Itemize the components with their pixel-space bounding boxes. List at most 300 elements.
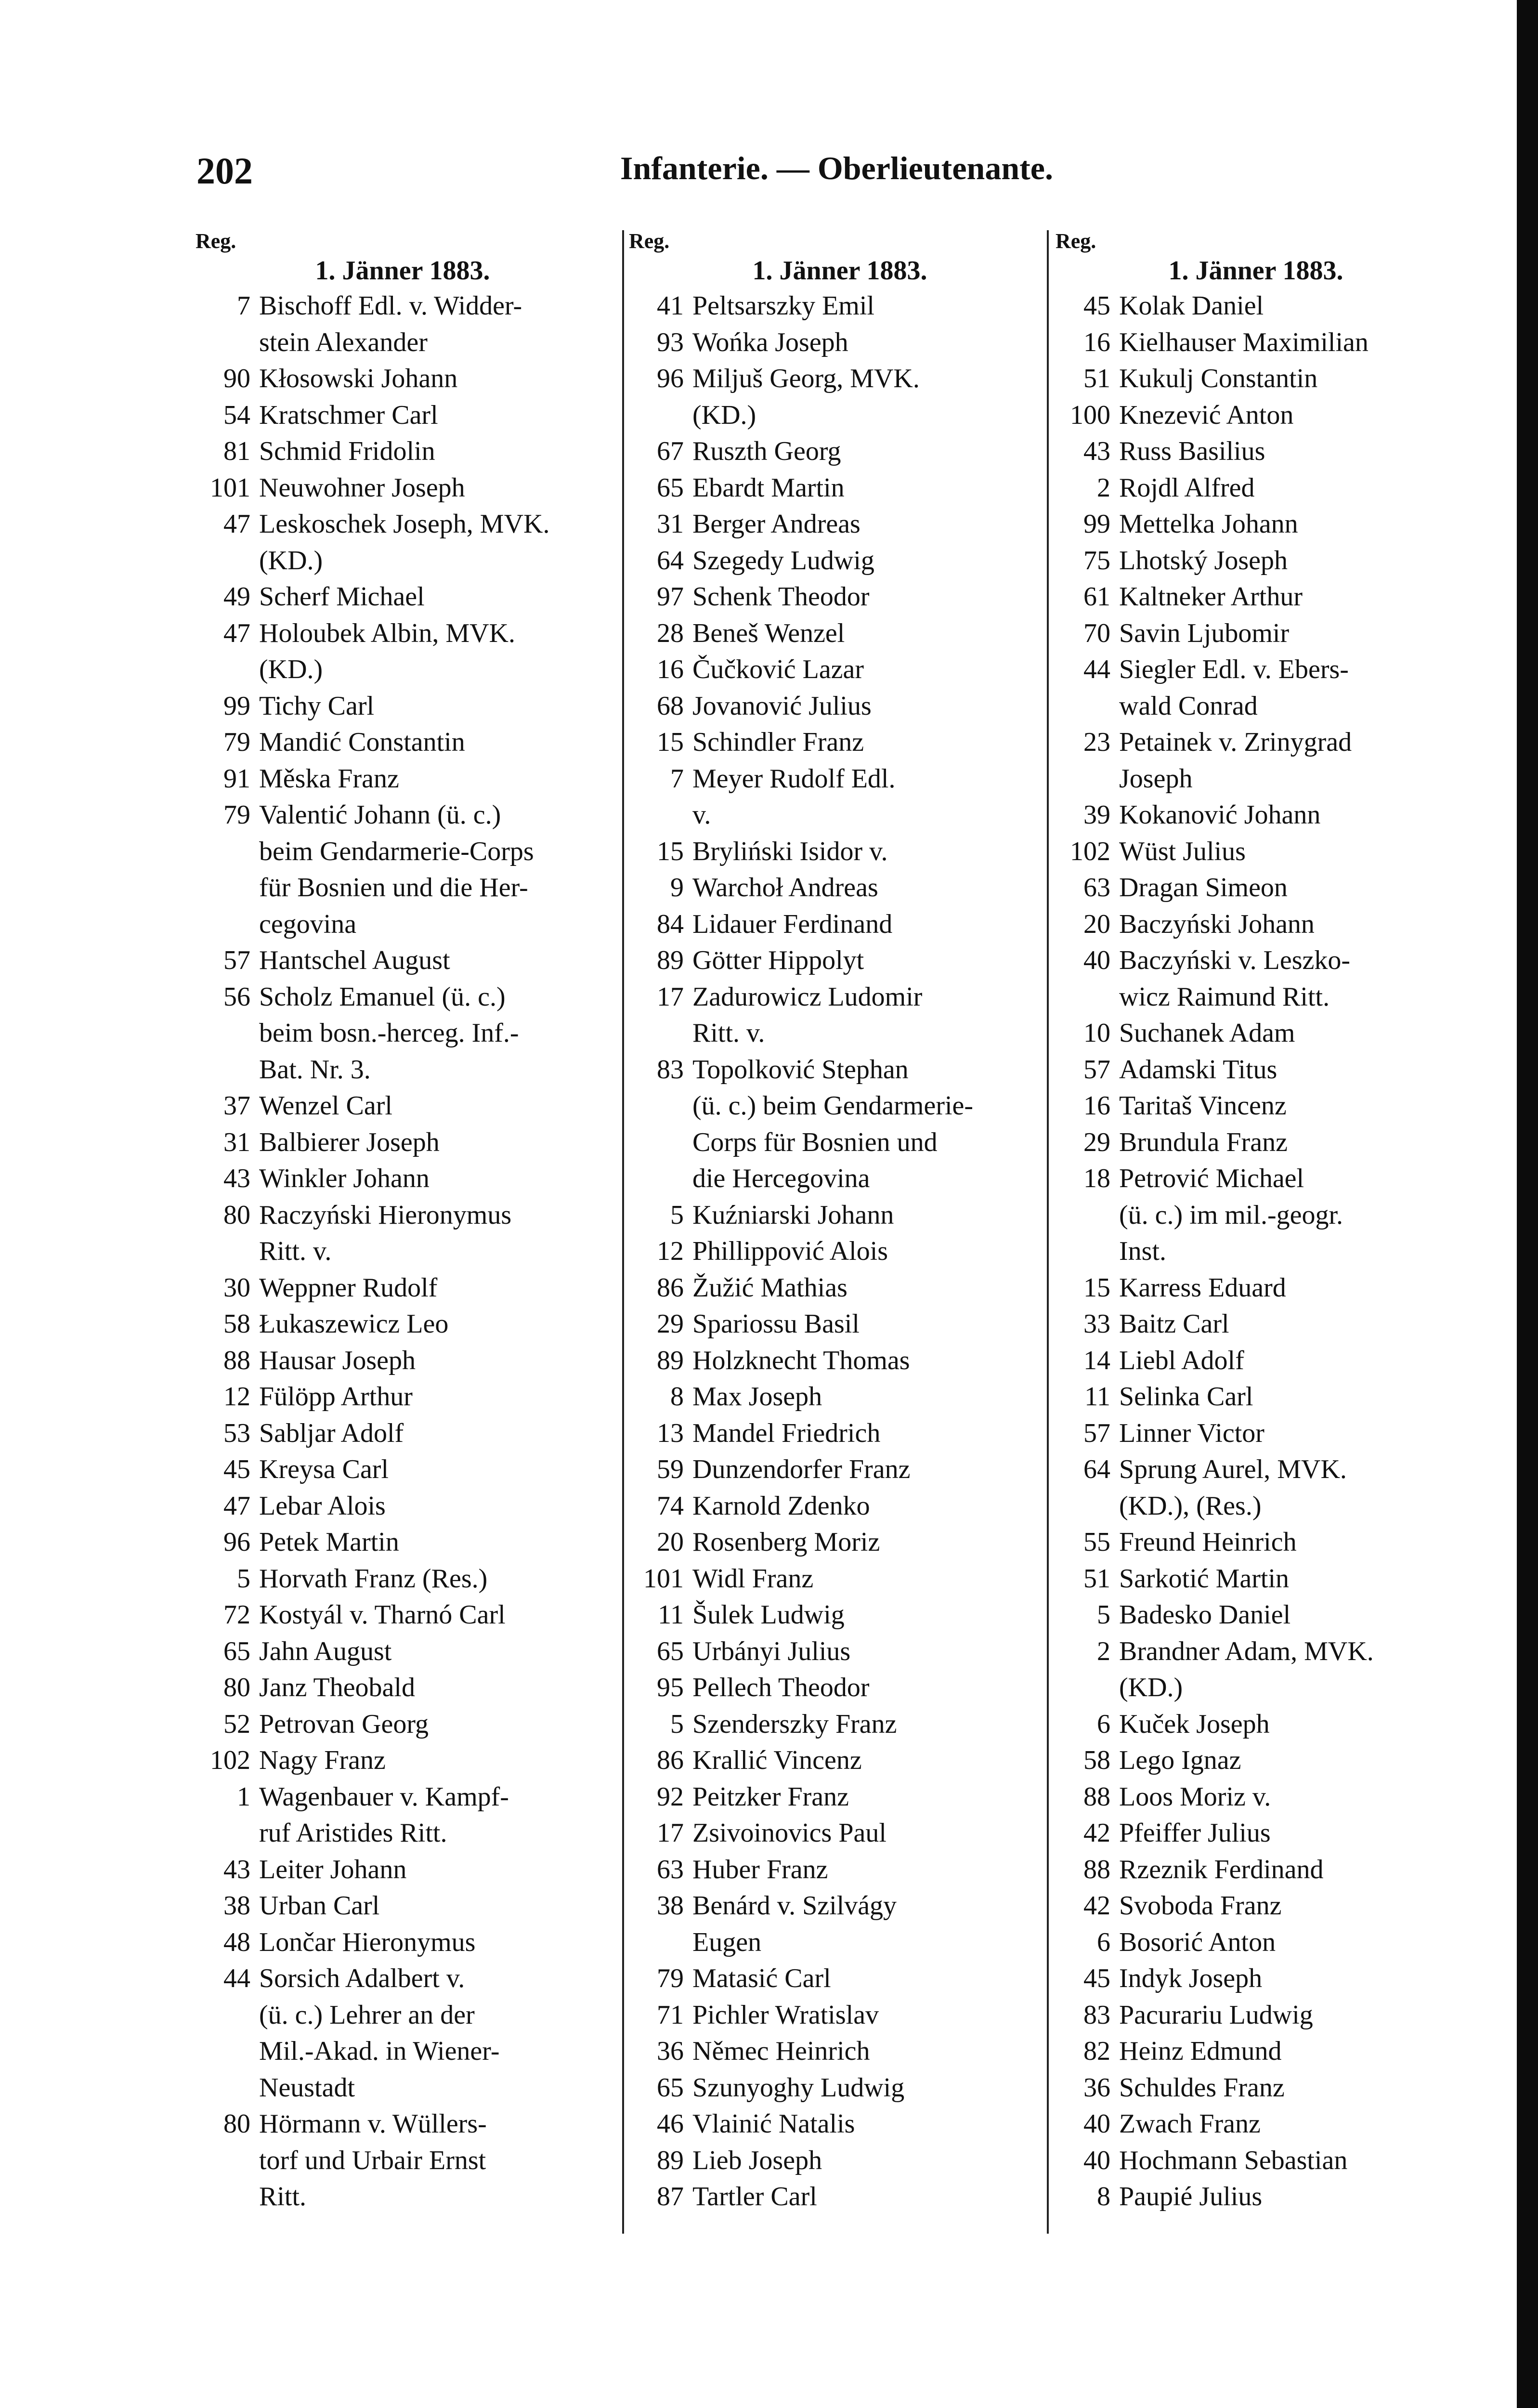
officer-name: Bryliński Isidor v.	[692, 836, 888, 866]
officer-name: Hantschel August	[259, 945, 450, 975]
officer-name: Kuźniarski Johann	[692, 1200, 894, 1230]
list-item	[1049, 288, 1463, 325]
officer-name: Valentić Johann (ü. c.) beim Gendarmerie-Corps für Bosnien und die Her- cegovina	[259, 800, 534, 939]
regiment-number: 38	[223, 1891, 250, 1921]
officer-name: Baczyński v. Leszko- wicz Raimund Ritt.	[1119, 945, 1350, 1012]
regiment-number: 80	[223, 1200, 250, 1230]
officer-name: Hörmann v. Wüllers- torf und Urbair Ernst Ritt.	[259, 2109, 487, 2212]
list-item	[622, 1415, 1057, 1452]
regiment-number: 95	[657, 1673, 684, 1702]
regiment-number: 75	[1083, 545, 1110, 576]
officer-name: Hochmann Sebastian	[1119, 2145, 1348, 2175]
officer-name: Miljuš Georg, MVK. (KD.)	[692, 364, 920, 430]
regiment-number: 101	[643, 1563, 684, 1594]
officer-name: Svoboda Franz	[1119, 1891, 1282, 1921]
officer-name: Russ Basilius	[1119, 436, 1265, 466]
officer-name: Spariossu Basil	[692, 1309, 860, 1339]
officer-name: Schenk Theodor	[692, 582, 870, 612]
list-item	[189, 1779, 616, 1852]
regiment-number: 47	[223, 1491, 250, 1521]
regiment-number: 100	[1070, 400, 1110, 430]
list-item	[622, 579, 1057, 615]
list-item	[189, 2106, 616, 2215]
regiment-number: 48	[223, 1927, 250, 1957]
list-item	[622, 1343, 1057, 1379]
regiment-number: 63	[657, 1854, 684, 1885]
entry-list	[622, 288, 1057, 2215]
officer-name: Sorsich Adalbert v. (ü. c.) Lehrer an der Mil.-Akad. in Wiener- Neustadt	[259, 1963, 500, 2103]
regiment-number: 11	[1084, 1382, 1110, 1412]
list-item	[1049, 361, 1463, 397]
list-item	[622, 1524, 1057, 1561]
regiment-number: 6	[1097, 1927, 1110, 1957]
list-item	[622, 543, 1057, 579]
officer-name: Nagy Franz	[259, 1745, 386, 1775]
officer-name: Topolković Stephan (ü. c.) beim Gendarmerie- Corps für Bosnien und die Hercegovina	[692, 1054, 974, 1193]
regiment-number: 54	[223, 400, 250, 430]
officer-name: Lieb Joseph	[692, 2145, 822, 2175]
regiment-number: 72	[223, 1600, 250, 1630]
regiment-number: 64	[1083, 1454, 1110, 1484]
officer-name: Janz Theobald	[259, 1673, 415, 1702]
officer-name: Karnold Zdenko	[692, 1491, 870, 1521]
regiment-number: 43	[1083, 436, 1110, 466]
list-item	[189, 397, 616, 434]
list-item	[1049, 1161, 1463, 1270]
officer-name: Brandner Adam, MVK. (KD.)	[1119, 1636, 1374, 1702]
officer-name: Max Joseph	[692, 1382, 822, 1412]
officer-name: Berger Andreas	[692, 509, 860, 539]
regiment-number: 7	[237, 291, 250, 321]
list-item	[1049, 1742, 1463, 1779]
regiment-number: 83	[1083, 2000, 1110, 2030]
regiment-number: 41	[657, 291, 684, 321]
officer-name: Wüst Julius	[1119, 836, 1246, 866]
list-item	[622, 942, 1057, 979]
regiment-number: 18	[1083, 1164, 1110, 1193]
officer-name: Wagenbauer v. Kampf- ruf Aristides Ritt.	[259, 1781, 509, 1848]
list-item	[1049, 1415, 1463, 1452]
list-item	[189, 724, 616, 761]
list-item	[622, 1597, 1057, 1634]
officer-name: Kaltneker Arthur	[1119, 582, 1303, 612]
regiment-number: 37	[223, 1091, 250, 1121]
entry-list	[189, 288, 616, 2215]
regiment-number: 12	[223, 1382, 250, 1412]
list-item	[1049, 1270, 1463, 1307]
regiment-number: 65	[657, 2072, 684, 2103]
regiment-number: 44	[1083, 654, 1110, 684]
officer-name: Urban Carl	[259, 1891, 380, 1921]
regiment-number: 88	[223, 1345, 250, 1375]
regiment-number: 82	[1083, 2036, 1110, 2066]
list-item	[1049, 2143, 1463, 2179]
regiment-number: 2	[1097, 1636, 1110, 1666]
regiment-number: 74	[657, 1491, 684, 1521]
regiment-number: 65	[657, 1636, 684, 1666]
regiment-number: 88	[1083, 1854, 1110, 1885]
regiment-number: 12	[657, 1236, 684, 1266]
list-item	[189, 433, 616, 470]
officer-name: Baczyński Johann	[1119, 909, 1315, 939]
regiment-number: 36	[657, 2036, 684, 2066]
regiment-number: 93	[657, 327, 684, 357]
list-item	[1049, 1597, 1463, 1634]
list-item	[1049, 1779, 1463, 1816]
regiment-number: 5	[670, 1200, 684, 1230]
list-item	[189, 1706, 616, 1743]
regiment-number: 39	[1083, 800, 1110, 830]
regiment-number: 96	[657, 364, 684, 393]
list-item	[189, 1524, 616, 1561]
list-item	[1049, 1524, 1463, 1561]
officer-name: Petek Martin	[259, 1527, 399, 1557]
entry-list	[1049, 288, 1463, 2215]
officer-name: Sabljar Adolf	[259, 1418, 404, 1448]
officer-name: Wońka Joseph	[692, 327, 848, 357]
officer-name: Sprung Aurel, MVK. (KD.), (Res.)	[1119, 1454, 1347, 1521]
officer-name: Phillippović Alois	[692, 1236, 888, 1266]
list-item	[1049, 470, 1463, 507]
list-item	[1049, 2179, 1463, 2215]
list-item	[622, 652, 1057, 688]
list-item	[622, 761, 1057, 834]
list-item	[1049, 1888, 1463, 1924]
list-item	[189, 579, 616, 615]
regiment-number: 45	[1083, 1963, 1110, 1993]
regiment-number: 49	[223, 582, 250, 612]
officer-name: Paupié Julius	[1119, 2182, 1263, 2212]
regiment-number: 67	[657, 436, 684, 466]
officer-name: Hausar Joseph	[259, 1345, 416, 1375]
list-item	[622, 906, 1057, 943]
officer-name: Liebl Adolf	[1119, 1345, 1244, 1375]
officer-name: Urbányi Julius	[692, 1636, 851, 1666]
officer-name: Scholz Emanuel (ü. c.) beim bosn.-herceg. Inf.- Bat. Nr. 3.	[259, 982, 519, 1085]
officer-name: Leiter Johann	[259, 1854, 407, 1885]
regiment-number: 59	[657, 1454, 684, 1484]
list-item	[1049, 1997, 1463, 2034]
regiment-number: 30	[223, 1272, 250, 1303]
officer-name: Mandić Constantin	[259, 727, 465, 757]
regiment-number: 65	[223, 1636, 250, 1666]
regiment-number: 101	[210, 472, 250, 503]
officer-name: Bischoff Edl. v. Widder- stein Alexander	[259, 291, 522, 357]
list-item	[189, 288, 616, 361]
regiment-number: 16	[1083, 327, 1110, 357]
reg-label: Reg.	[1056, 229, 1096, 253]
regiment-number: 40	[1083, 945, 1110, 975]
officer-name: Adamski Titus	[1119, 1054, 1277, 1085]
list-item	[1049, 942, 1463, 1015]
list-item	[1049, 906, 1463, 943]
list-item	[622, 1779, 1057, 1816]
list-item	[622, 325, 1057, 361]
officer-name: Knezević Anton	[1119, 400, 1294, 430]
list-item	[189, 1961, 616, 2106]
regiment-number: 102	[210, 1745, 250, 1775]
list-item	[189, 1888, 616, 1924]
officer-name: Widl Franz	[692, 1563, 814, 1594]
list-item	[189, 1452, 616, 1488]
officer-name: Jahn August	[259, 1636, 392, 1666]
list-item	[189, 1197, 616, 1270]
officer-name: Sarkotić Martin	[1119, 1563, 1290, 1594]
regiment-number: 79	[223, 727, 250, 757]
regiment-number: 58	[223, 1309, 250, 1339]
officer-name: Warchoł Andreas	[692, 873, 878, 903]
list-item	[1049, 1815, 1463, 1852]
officer-name: Heinz Edmund	[1119, 2036, 1282, 2066]
list-item	[189, 470, 616, 507]
list-item	[189, 1306, 616, 1343]
list-item	[189, 506, 616, 579]
list-item	[622, 1561, 1057, 1597]
running-title: Infanterie. — Oberlieutenante.	[620, 150, 1053, 186]
list-item	[622, 1742, 1057, 1779]
officer-name: Kolak Daniel	[1119, 291, 1264, 321]
list-item	[622, 1197, 1057, 1234]
regiment-number: 81	[223, 436, 250, 466]
officer-name: Rosenberg Moriz	[692, 1527, 880, 1557]
regiment-number: 61	[1083, 582, 1110, 612]
regiment-number: 42	[1083, 1891, 1110, 1921]
regiment-number: 42	[1083, 1818, 1110, 1848]
list-item	[1049, 1015, 1463, 1052]
regiment-number: 31	[657, 509, 684, 539]
regiment-number: 6	[1097, 1709, 1110, 1739]
list-item	[1049, 1088, 1463, 1125]
officer-name: Holoubek Albin, MVK. (KD.)	[259, 618, 515, 684]
list-item	[1049, 1634, 1463, 1706]
regiment-number: 14	[1083, 1345, 1110, 1375]
officer-name: Scherf Michael	[259, 582, 425, 612]
list-item	[1049, 1706, 1463, 1743]
officer-name: Winkler Johann	[259, 1164, 430, 1193]
officer-name: Pfeiffer Julius	[1119, 1818, 1271, 1848]
list-item	[622, 724, 1057, 761]
officer-name: Szegedy Ludwig	[692, 545, 874, 576]
regiment-number: 9	[670, 873, 684, 903]
regiment-number: 70	[1083, 618, 1110, 648]
regiment-number: 83	[657, 1054, 684, 1085]
list-item	[189, 1561, 616, 1597]
regiment-number: 44	[223, 1963, 250, 1993]
regiment-number: 38	[657, 1891, 684, 1921]
list-item	[1049, 1852, 1463, 1888]
page-number: 202	[196, 150, 253, 192]
regiment-number: 45	[223, 1454, 250, 1484]
list-item	[1049, 834, 1463, 870]
regiment-number: 51	[1083, 364, 1110, 393]
officer-name: Petrović Michael (ü. c.) im mil.-geogr. Inst.	[1119, 1164, 1343, 1266]
column-3	[1049, 227, 1463, 2375]
officer-name: Savin Ljubomir	[1119, 618, 1290, 648]
list-item	[189, 1488, 616, 1525]
list-item	[189, 1852, 616, 1888]
regiment-number: 5	[670, 1709, 684, 1739]
regiment-number: 28	[657, 618, 684, 648]
list-item	[1049, 1343, 1463, 1379]
officer-name: Pellech Theodor	[692, 1673, 870, 1702]
officer-name: Baitz Carl	[1119, 1309, 1229, 1339]
list-item	[189, 1343, 616, 1379]
regiment-number: 80	[223, 1673, 250, 1702]
officer-name: Zwach Franz	[1119, 2109, 1261, 2139]
list-item	[622, 834, 1057, 870]
regiment-number: 96	[223, 1527, 250, 1557]
officer-name: Peitzker Franz	[692, 1781, 849, 1812]
officer-name: Fülöpp Arthur	[259, 1382, 413, 1412]
regiment-number: 17	[657, 1818, 684, 1848]
regiment-number: 86	[657, 1745, 684, 1775]
list-item	[1049, 1379, 1463, 1415]
regiment-number: 80	[223, 2109, 250, 2139]
officer-name: Kratschmer Carl	[259, 400, 438, 430]
officer-name: Krallić Vincenz	[692, 1745, 862, 1775]
officer-name: Balbierer Joseph	[259, 1127, 440, 1157]
regiment-number: 40	[1083, 2109, 1110, 2139]
list-item	[1049, 870, 1463, 906]
officer-name: Petrovan Georg	[259, 1709, 429, 1739]
list-item	[189, 688, 616, 725]
regiment-number: 43	[223, 1164, 250, 1193]
regiment-number: 13	[657, 1418, 684, 1448]
list-item	[1049, 2106, 1463, 2143]
regiment-number: 92	[657, 1781, 684, 1812]
list-item	[189, 979, 616, 1088]
officer-name: Siegler Edl. v. Ebers- wald Conrad	[1119, 654, 1349, 721]
officer-name: Loos Moriz v.	[1119, 1781, 1271, 1812]
column-1	[189, 227, 616, 2375]
list-item	[189, 615, 616, 688]
regiment-number: 79	[223, 800, 250, 830]
list-item	[1049, 2070, 1463, 2107]
officer-name: Matasić Carl	[692, 1963, 831, 1993]
regiment-number: 57	[1083, 1054, 1110, 1085]
list-item	[622, 688, 1057, 725]
list-item	[189, 797, 616, 942]
regiment-number: 17	[657, 982, 684, 1012]
regiment-number: 91	[223, 763, 250, 794]
regiment-number: 99	[1083, 509, 1110, 539]
regiment-number: 57	[1083, 1418, 1110, 1448]
list-item	[1049, 1561, 1463, 1597]
regiment-number: 63	[1083, 873, 1110, 903]
reg-label: Reg.	[196, 229, 236, 253]
scan-edge	[1517, 0, 1538, 2408]
officer-name: Žužić Mathias	[692, 1272, 847, 1303]
regiment-number: 33	[1083, 1309, 1110, 1339]
officer-name: Kłosowski Johann	[259, 364, 458, 393]
officer-name: Huber Franz	[692, 1854, 828, 1885]
regiment-number: 71	[657, 2000, 684, 2030]
regiment-number: 43	[223, 1854, 250, 1885]
list-item	[622, 288, 1057, 325]
regiment-number: 64	[657, 545, 684, 576]
regiment-number: 58	[1083, 1745, 1110, 1775]
list-item	[1049, 1452, 1463, 1524]
regiment-number: 47	[223, 618, 250, 648]
regiment-number: 20	[1083, 909, 1110, 939]
list-item	[622, 2143, 1057, 2179]
officer-name: Freund Heinrich	[1119, 1527, 1297, 1557]
regiment-number: 55	[1083, 1527, 1110, 1557]
regiment-number: 15	[1083, 1272, 1110, 1303]
officer-name: Beneš Wenzel	[692, 618, 845, 648]
regiment-number: 57	[223, 945, 250, 975]
regiment-number: 102	[1070, 836, 1110, 866]
officer-name: Szenderszky Franz	[692, 1709, 897, 1739]
officer-name: Vlainić Natalis	[692, 2109, 855, 2139]
list-item	[1049, 724, 1463, 797]
list-item	[622, 1306, 1057, 1343]
officer-name: Selinka Carl	[1119, 1382, 1253, 1412]
officer-name: Čučković Lazar	[692, 654, 864, 684]
officer-name: Kostyál v. Tharnó Carl	[259, 1600, 506, 1630]
officer-name: Leskoschek Joseph, MVK. (KD.)	[259, 509, 550, 576]
list-item	[1049, 543, 1463, 579]
regiment-number: 16	[1083, 1091, 1110, 1121]
list-item	[189, 942, 616, 979]
officer-name: Kreysa Carl	[259, 1454, 389, 1484]
list-item	[622, 433, 1057, 470]
officer-name: Meyer Rudolf Edl. v.	[692, 763, 896, 830]
regiment-number: 89	[657, 1345, 684, 1375]
regiment-number: 68	[657, 691, 684, 721]
list-item	[189, 1597, 616, 1634]
list-item	[189, 361, 616, 397]
reg-label: Reg.	[629, 229, 670, 253]
list-item	[1049, 2033, 1463, 2070]
officer-name: Petainek v. Zrinygrad Joseph	[1119, 727, 1352, 794]
officer-name: Taritaš Vincenz	[1119, 1091, 1287, 1121]
regiment-number: 53	[223, 1418, 250, 1448]
regiment-number: 29	[1083, 1127, 1110, 1157]
regiment-number: 52	[223, 1709, 250, 1739]
officer-name: Kukulj Constantin	[1119, 364, 1318, 393]
list-item	[622, 1452, 1057, 1488]
list-item	[189, 761, 616, 798]
regiment-number: 11	[658, 1600, 684, 1630]
officer-name: Lhotský Joseph	[1119, 545, 1288, 576]
list-item	[622, 2106, 1057, 2143]
list-item	[189, 1125, 616, 1161]
officer-name: Zsivoinovics Paul	[692, 1818, 886, 1848]
officer-name: Szunyoghy Ludwig	[692, 2072, 905, 2103]
list-item	[622, 1888, 1057, 1961]
regiment-number: 65	[657, 472, 684, 503]
regiment-number: 99	[223, 691, 250, 721]
list-item	[622, 1233, 1057, 1270]
officer-name: Kielhauser Maximilian	[1119, 327, 1369, 357]
list-item	[622, 2070, 1057, 2107]
list-item	[622, 2033, 1057, 2070]
column-date: 1. Jänner 1883.	[1168, 256, 1343, 286]
list-item	[622, 361, 1057, 433]
officer-name: Mandel Friedrich	[692, 1418, 881, 1448]
officer-name: Kuček Joseph	[1119, 1709, 1270, 1739]
regiment-number: 29	[657, 1309, 684, 1339]
officer-name: Pichler Wratislav	[692, 2000, 879, 2030]
list-item	[622, 1634, 1057, 1670]
list-item	[622, 1997, 1057, 2034]
list-item	[1049, 579, 1463, 615]
column-date: 1. Jänner 1883.	[315, 256, 490, 286]
officer-name: Bosorić Anton	[1119, 1927, 1276, 1957]
officer-name: Götter Hippolyt	[692, 945, 864, 975]
officer-name: Suchanek Adam	[1119, 1018, 1295, 1048]
